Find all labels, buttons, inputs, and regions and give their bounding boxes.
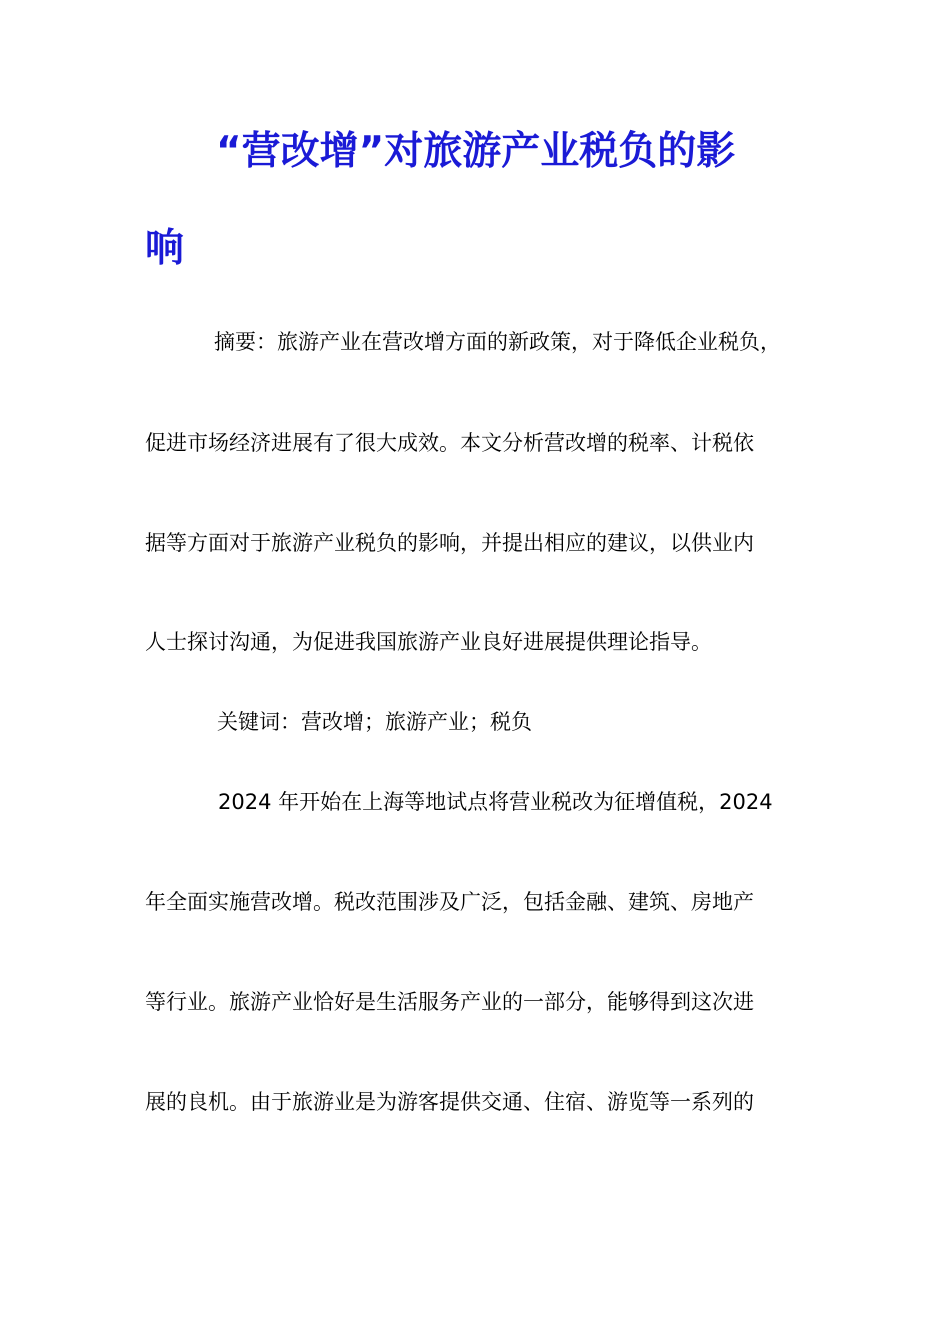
body-line-1: 2024 年开始在上海等地试点将营业税改为征增值税，2024 [218, 790, 773, 814]
body-line-2: 年全面实施营改增。税改范围涉及广泛，包括金融、建筑、房地产 [145, 890, 754, 914]
keywords-line: 关键词：营改增；旅游产业；税负 [217, 710, 532, 734]
abstract-line-4: 人士探讨沟通，为促进我国旅游产业良好进展提供理论指导。 [145, 630, 712, 654]
body-line-4: 展的良机。由于旅游业是为游客提供交通、住宿、游览等一系列的 [145, 1090, 754, 1114]
abstract-line-3: 据等方面对于旅游产业税负的影响，并提出相应的建议，以供业内 [145, 531, 754, 555]
abstract-line-2: 促进市场经济进展有了很大成效。本文分析营改增的税率、计税依 [145, 431, 754, 455]
document-title-line-2: 响 [145, 226, 185, 271]
body-line-3: 等行业。旅游产业恰好是生活服务产业的一部分，能够得到这次进 [145, 990, 754, 1014]
abstract-line-1: 摘要：旅游产业在营改增方面的新政策，对于降低企业税负， [214, 330, 781, 354]
document-title-line-1: “营改增”对旅游产业税负的影 [216, 129, 736, 174]
